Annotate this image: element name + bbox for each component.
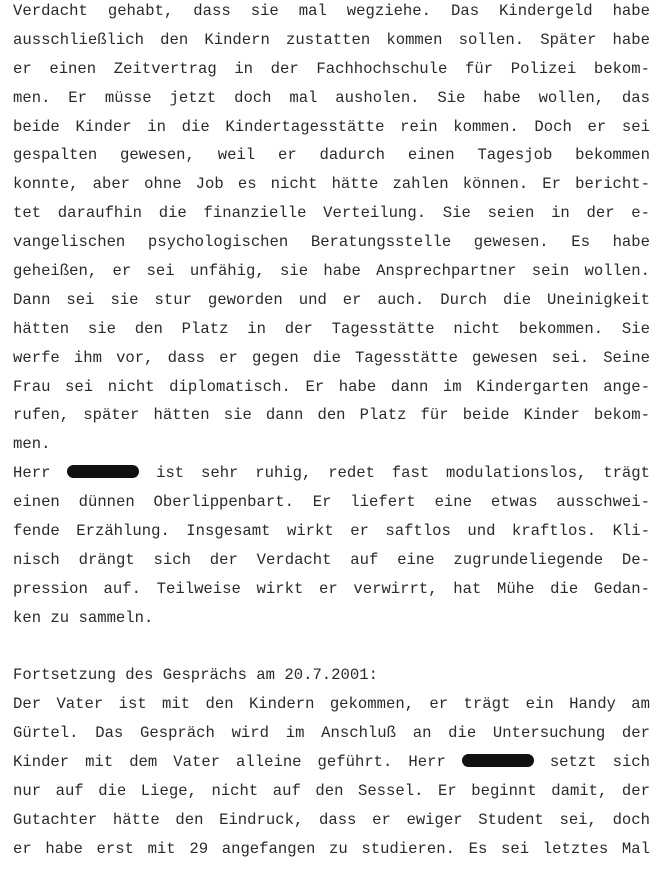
text-line: hätten sie den Platz in der Tagesstätte nicht bekommen. Sie (13, 319, 650, 338)
text-line: rufen, später hätten sie dann den Platz für beide Kinder bekom- (13, 406, 650, 425)
text-line: nisch drängt sich der Verdacht auf eine zugrundeliegende De- (13, 550, 650, 569)
blank-line (13, 633, 650, 662)
text-fragment: ist sehr ruhig, redet fast modulationslos, trägt (156, 464, 651, 483)
text-line: ausschließlich den Kindern zustatten kommen sollen. Später habe (13, 30, 650, 49)
text-line-redacted (13, 459, 650, 488)
text-line: werfe ihm vor, dass er gegen die Tagesstätte gewesen sei. Seine (13, 348, 650, 367)
text-fragment: Kinder mit dem Vater alleine geführt. Herr (13, 753, 446, 772)
text-line: konnte, aber ohne Job es nicht hätte zahlen können. Er bericht- (13, 175, 650, 194)
text-line-redacted (13, 748, 650, 777)
text-line: er einen Zeitvertrag in der Fachhochschule für Polizei bekom- (13, 59, 650, 78)
text-line: vangelischen psychologischen Beratungsstelle gewesen. Es habe (13, 233, 650, 252)
text-fragment: setzt sich (549, 753, 651, 772)
paragraph-3 (13, 661, 650, 863)
redaction-mark (462, 754, 534, 767)
text-line: einen dünnen Oberlippenbart. Er liefert eine etwas ausschwei- (13, 493, 650, 512)
text-fragment: Herr (13, 464, 51, 483)
text-line: Frau sei nicht diplomatisch. Er habe dann im Kindergarten ange- (13, 377, 650, 396)
section-heading: Fortsetzung des Gesprächs am 20.7.2001: (13, 666, 378, 685)
paragraph-1 (13, 0, 650, 459)
text-line: Dann sei sie stur geworden und er auch. Durch die Uneinigkeit (13, 290, 650, 309)
text-line: men. (13, 435, 51, 454)
text-line: pression auf. Teilweise wirkt er verwirrt, hat Mühe die Gedan- (13, 579, 650, 598)
text-line: er habe erst mit 29 angefangen zu studieren. Es sei letztes Mal (13, 839, 650, 858)
text-line: fende Erzählung. Insgesamt wirkt er saftlos und kraftlos. Kli- (13, 522, 650, 541)
text-line: beide Kinder in die Kindertagesstätte rein kommen. Doch er sei (13, 117, 650, 136)
text-line: tet daraufhin die finanzielle Verteilung. Sie seien in der e- (13, 204, 650, 223)
text-line: Gürtel. Das Gespräch wird im Anschluß an die Untersuchung der (13, 724, 650, 743)
text-line: nur auf die Liege, nicht auf den Sessel. Er beginnt damit, der (13, 782, 650, 801)
text-line: Der Vater ist mit den Kindern gekommen, er trägt ein Handy am (13, 695, 650, 714)
redaction-mark (67, 465, 139, 478)
text-line: Gutachter hätte den Eindruck, dass er ewiger Student sei, doch (13, 810, 650, 829)
text-line: gespalten gewesen, weil er dadurch einen Tagesjob bekommen (13, 146, 650, 165)
paragraph-2 (13, 459, 650, 632)
text-line: men. Er müsse jetzt doch mal ausholen. Sie habe wollen, das (13, 88, 650, 107)
text-line: Verdacht gehabt, dass sie mal wegziehe. Das Kindergeld habe (13, 2, 650, 20)
text-line: ken zu sammeln. (13, 608, 154, 627)
text-line: geheißen, er sei unfähig, sie habe Ansprechpartner sein wollen. (13, 262, 650, 281)
